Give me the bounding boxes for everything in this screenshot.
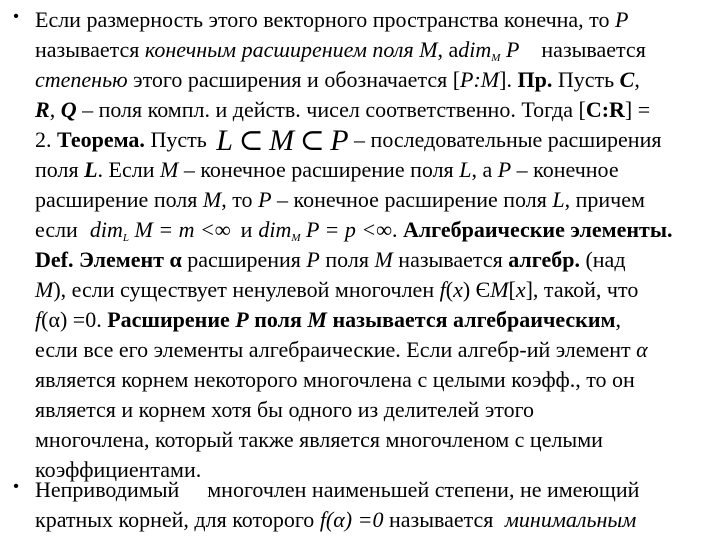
text-line: поля L. Если M – конечное расширение поля L, а P – конечное (35, 157, 619, 182)
text-line: коэффициентами. (35, 457, 202, 482)
text-line: является корнем некоторого многочлена с целыми коэфф., то он (35, 367, 635, 392)
text-line: если все его элементы алгебраические. Если алгебр-ий элемент α (35, 337, 648, 362)
text-line: многочлена, который также является многочленом с целыми (35, 427, 603, 452)
text-line: является и корнем хотя бы одного из делителей этого (35, 397, 535, 422)
text-line: называется конечным расширением поля M, adim$_M$ P называется (35, 37, 646, 64)
text-line: кратных корней, для которого f(α) =0 называется минимальным (35, 507, 637, 532)
text-line: степенью этого расширения и обозначается [P:M]. Пр. Пусть C, (35, 67, 640, 92)
formula-inclusion: L ⊂ M ⊂ P (216, 123, 349, 158)
bullet: • (13, 8, 19, 25)
text-line: R, Q – поля компл. и действ. чисел соответственно. Тогда [C:R] = (35, 97, 651, 122)
text-line: Неприводимый многочлен наименьшей степени, не имеющий (35, 477, 640, 502)
text-line: если dim$_L$ M = m <∞ и dim$_M$ P = p <∞. Алгебраические элементы. (35, 217, 673, 244)
formula-dim: dim$_M$ P (458, 37, 520, 64)
formula-dim-m: dim$_L$ M = m <∞ (89, 217, 231, 244)
text-line: 2. Теорема. Пусть L ⊂ M ⊂ P – последовательные расширения (35, 123, 662, 158)
text-line: M), если существует ненулевой многочлен f(x) ЄM[x], такой, что (35, 277, 639, 302)
text-line: расширение поля M, то P – конечное расширение поля L, причем (35, 187, 645, 212)
formula-dim-p: dim$_M$ P = p <∞ (258, 217, 392, 244)
text-line: Def. Элемент α расширения P поля M называется алгебр. (над (35, 247, 626, 272)
text-line: f(α) =0. Расширение P поля M называется алгебраическим, (35, 307, 621, 332)
text-line: Если размерность этого векторного пространства конечна, то P (35, 7, 629, 32)
bullet: • (13, 478, 19, 495)
